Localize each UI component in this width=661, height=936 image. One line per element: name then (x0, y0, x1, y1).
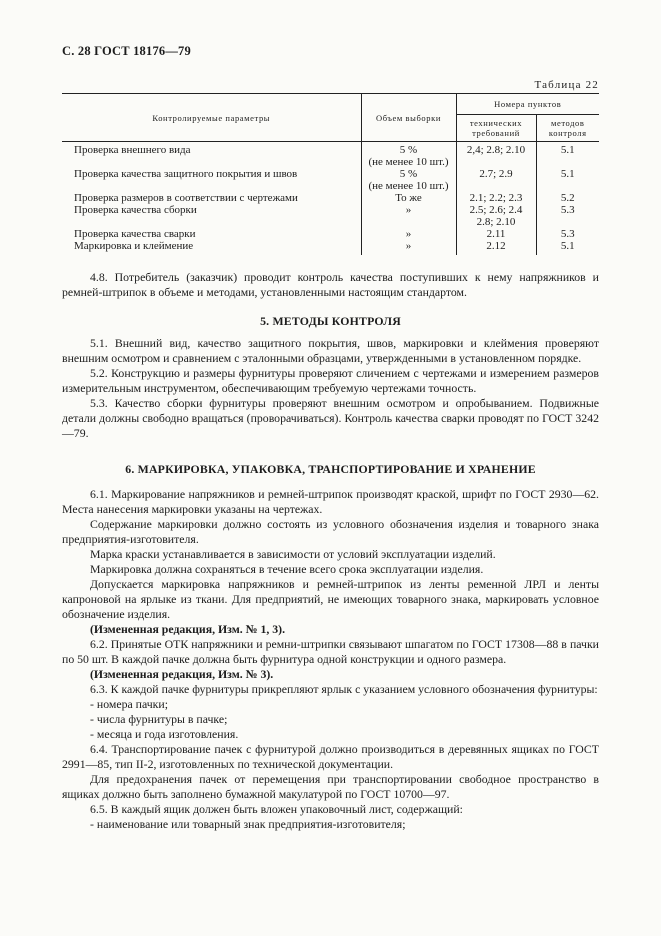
paragraph: Допускается маркировка напряжников и ремней-штрипок из ленты ременной ЛРЛ и ленты капроновой на ярлыке из ткани. Для предприятий, не имеющих товарного знака, маркировать условное обозначение изделия. (62, 577, 599, 621)
col-header-tech: технических требований (456, 115, 536, 142)
cell-sample: 5 % (не менее 10 шт.) (361, 142, 456, 169)
page-header: С. 28 ГОСТ 18176—79 (62, 44, 191, 58)
cell-sample: » (361, 204, 456, 228)
cell-method: 5.2 (560, 192, 575, 204)
paragraph: Маркировка должна сохраняться в течение всего срока эксплуатации изделия. (90, 562, 484, 576)
section-title: 6. МАРКИРОВКА, УПАКОВКА, ТРАНСПОРТИРОВАНИЕ И ХРАНЕНИЕ (125, 462, 536, 476)
cell-param: Проверка размеров в соответствии с чертежами (62, 192, 361, 204)
table-row (62, 228, 599, 240)
table-row (62, 204, 599, 228)
cell-tech: 2.11 (456, 228, 536, 240)
paragraph: 5.1. Внешний вид, качество защитного покрытия, швов, маркировки и клеймения проверяют внешним осмотром и сравнением с эталонными образцами, утвержденными в установленном порядке. (62, 336, 599, 365)
list-item: - числа фурнитуры в пачке; (90, 712, 228, 726)
amendment-note: (Измененная редакция, Изм. № 3). (90, 667, 274, 681)
paragraph: Содержание маркировки должно состоять из условного обозначения изделия и товарного знака предприятия-изготовителя. (62, 517, 599, 546)
cell-sample: » (361, 228, 456, 240)
cell-method: 5.1 (560, 240, 575, 252)
col-header-methods: методов контроля (536, 115, 599, 142)
cell-method: 5.1 (560, 168, 575, 180)
paragraph: 6.5. В каждый ящик должен быть вложен упаковочный лист, содержащий: (90, 802, 463, 816)
cell-tech: 2.1; 2.2; 2.3 (456, 192, 536, 204)
cell-sample: То же (361, 192, 456, 204)
paragraph: 6.4. Транспортирование пачек с фурнитурой должно производиться в деревянных ящиках по ГОСТ 2991—85, тип II-2, изготовленных по технической документации. (62, 742, 599, 771)
cell-sample: 5 % (не менее 10 шт.) (361, 168, 456, 192)
col-header-params: Контролируемые параметры (62, 94, 361, 142)
table-row (62, 192, 599, 204)
cell-param: Проверка качества сборки (62, 204, 361, 228)
cell-param: Проверка качества сварки (62, 228, 361, 240)
paragraph: Для предохранения пачек от перемещения при транспортировании свободное пространство в ящиках должно быть заполнено бумажной макулатурой по ГОСТ 10700—97. (62, 772, 599, 801)
col-header-sample: Объем выборки (361, 94, 456, 142)
paragraph: 4.8. Потребитель (заказчик) проводит контроль качества поступивших к нему напряжников и ремней-штрипок в объеме и методами, установленными настоящим стандартом. (62, 270, 599, 299)
clause-4-8 (62, 270, 599, 300)
paragraph: 6.1. Маркирование напряжников и ремней-штрипок производят краской, шрифт по ГОСТ 2930—62. Места нанесения маркировки указаны на чертежах. (62, 487, 599, 516)
table-caption: Таблица 22 (534, 79, 599, 91)
list-item: - месяца и года изготовления. (90, 727, 239, 741)
paragraph: 6.2. Принятые ОТК напряжники и ремни-штрипки связывают шпагатом по ГОСТ 17308—88 в пачки по 50 шт. В каждой пачке должна быть фурнитура одной конструкции и одного размера. (62, 637, 599, 666)
cell-method: 5.3 (560, 228, 575, 240)
list-item: - номера пачки; (90, 697, 168, 711)
cell-param: Проверка внешнего вида (62, 142, 361, 169)
section-5 (62, 314, 599, 441)
paragraph: Марка краски устанавливается в зависимости от условий эксплуатации изделий. (90, 547, 496, 561)
paragraph: 5.3. Качество сборки фурнитуры проверяют внешним осмотром и опробыванием. Подвижные детали должны свободно вращаться (проворачиваться). Контроль качества сварки проводят по ГОСТ 3242—79. (62, 396, 599, 440)
table-row (62, 240, 599, 255)
table-row (62, 142, 599, 169)
cell-method: 5.3 (560, 204, 575, 216)
paragraph: 6.3. К каждой пачке фурнитуры прикрепляют ярлык с указанием условного обозначения фурнитуры: (90, 682, 598, 696)
cell-param: Маркировка и клеймение (62, 240, 361, 255)
inspection-table (62, 93, 599, 255)
cell-param: Проверка качества защитного покрытия и швов (62, 168, 361, 192)
amendment-note: (Измененная редакция, Изм. № 1, 3). (90, 622, 286, 636)
list-item: - наименование или товарный знак предприятия-изготовителя; (90, 817, 406, 831)
section-title: 5. МЕТОДЫ КОНТРОЛЯ (260, 314, 401, 328)
cell-sample: » (361, 240, 456, 255)
cell-tech: 2,4; 2.8; 2.10 (456, 142, 536, 169)
table-row (62, 168, 599, 192)
cell-tech: 2.7; 2.9 (456, 168, 536, 192)
col-header-group: Номера пунктов (456, 94, 599, 115)
cell-tech: 2.5; 2.6; 2.4 2.8; 2.10 (456, 204, 536, 228)
section-6 (62, 462, 599, 832)
paragraph: 5.2. Конструкцию и размеры фурнитуры проверяют сличением с чертежами и измерением размеров измерительным инструментом, обеспечивающим требуемую чертежами точность. (62, 366, 599, 395)
cell-tech: 2.12 (456, 240, 536, 255)
cell-method: 5.1 (560, 144, 575, 156)
